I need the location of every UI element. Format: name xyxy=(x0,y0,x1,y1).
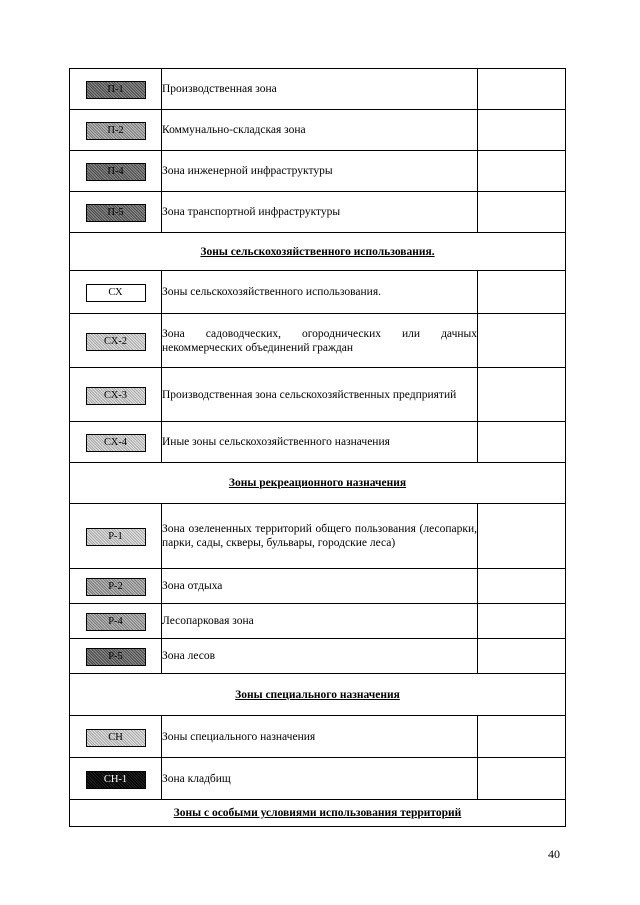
zone-description: Зона озелененных территорий общего пользования (лесопарки, парки, сады, скверы, бульвары, городские леса) xyxy=(162,504,478,569)
section-header-row xyxy=(70,463,566,504)
zone-swatch: П-2 xyxy=(86,122,146,140)
empty-cell xyxy=(478,604,566,639)
zone-description: Зона транспортной инфраструктуры xyxy=(162,192,478,233)
zone-row xyxy=(70,604,566,639)
zone-swatch: П-4 xyxy=(86,163,146,181)
zone-swatch: П-1 xyxy=(86,81,146,99)
zone-description: Зона инженерной инфраструктуры xyxy=(162,151,478,192)
zone-swatch: СХ-4 xyxy=(86,434,146,452)
empty-cell xyxy=(478,639,566,674)
zone-row xyxy=(70,569,566,604)
empty-cell xyxy=(478,716,566,758)
zone-description: Коммунально-складская зона xyxy=(162,110,478,151)
zone-row xyxy=(70,639,566,674)
empty-cell xyxy=(478,151,566,192)
zone-row xyxy=(70,314,566,368)
zone-description: Производственная зона xyxy=(162,69,478,110)
zone-row xyxy=(70,716,566,758)
page-number: 40 xyxy=(548,847,560,861)
zone-description: Зона садоводческих, огороднических или дачных некоммерческих объединений граждан xyxy=(162,314,478,368)
zone-swatch: СХ-3 xyxy=(86,387,146,405)
section-header-row xyxy=(70,800,566,827)
empty-cell xyxy=(478,569,566,604)
zone-row xyxy=(70,192,566,233)
empty-cell xyxy=(478,314,566,368)
zone-row xyxy=(70,504,566,569)
zones-table-body xyxy=(70,69,566,827)
zone-row xyxy=(70,368,566,422)
zone-description: Зона отдыха xyxy=(162,569,478,604)
zone-swatch: Р-5 xyxy=(86,648,146,666)
section-title: Зоны специального назначения xyxy=(70,674,566,716)
zone-code-cell xyxy=(70,151,162,192)
zone-code-cell xyxy=(70,504,162,569)
zone-swatch: П-5 xyxy=(86,204,146,222)
empty-cell xyxy=(478,504,566,569)
zone-row xyxy=(70,271,566,314)
section-title: Зоны сельскохозяйственного использования. xyxy=(70,233,566,271)
zone-description: Зоны специального назначения xyxy=(162,716,478,758)
empty-cell xyxy=(478,110,566,151)
zone-description: Иные зоны сельскохозяйственного назначения xyxy=(162,422,478,463)
section-title: Зоны рекреационного назначения xyxy=(70,463,566,504)
zone-code-cell xyxy=(70,569,162,604)
zone-swatch: Р-2 xyxy=(86,578,146,596)
zone-description: Зона лесов xyxy=(162,639,478,674)
zones-legend-table xyxy=(69,68,566,827)
zone-code-cell xyxy=(70,368,162,422)
zone-description: Зона кладбищ xyxy=(162,758,478,800)
empty-cell xyxy=(478,69,566,110)
empty-cell xyxy=(478,758,566,800)
section-header-row xyxy=(70,233,566,271)
zone-swatch: Р-4 xyxy=(86,613,146,631)
section-header-row xyxy=(70,674,566,716)
zone-row xyxy=(70,758,566,800)
section-title: Зоны с особыми условиями использования территорий xyxy=(70,800,566,827)
zone-code-cell xyxy=(70,422,162,463)
zone-description: Производственная зона сельскохозяйственных предприятий xyxy=(162,368,478,422)
zone-row xyxy=(70,69,566,110)
empty-cell xyxy=(478,368,566,422)
zone-swatch: СН-1 xyxy=(86,771,146,789)
zone-code-cell xyxy=(70,314,162,368)
empty-cell xyxy=(478,422,566,463)
zone-description: Зоны сельскохозяйственного использования. xyxy=(162,271,478,314)
zone-code-cell xyxy=(70,192,162,233)
zone-code-cell xyxy=(70,604,162,639)
zone-code-cell xyxy=(70,110,162,151)
zone-code-cell xyxy=(70,639,162,674)
zone-code-cell xyxy=(70,716,162,758)
zone-swatch: СХ-2 xyxy=(86,333,146,351)
zone-swatch: Р-1 xyxy=(86,528,146,546)
empty-cell xyxy=(478,192,566,233)
zone-code-cell xyxy=(70,69,162,110)
empty-cell xyxy=(478,271,566,314)
zone-swatch: СН xyxy=(86,729,146,747)
zone-row xyxy=(70,110,566,151)
zone-code-cell xyxy=(70,758,162,800)
zone-row xyxy=(70,422,566,463)
zone-code-cell xyxy=(70,271,162,314)
zone-swatch: СХ xyxy=(86,284,146,302)
zone-description: Лесопарковая зона xyxy=(162,604,478,639)
zone-row xyxy=(70,151,566,192)
